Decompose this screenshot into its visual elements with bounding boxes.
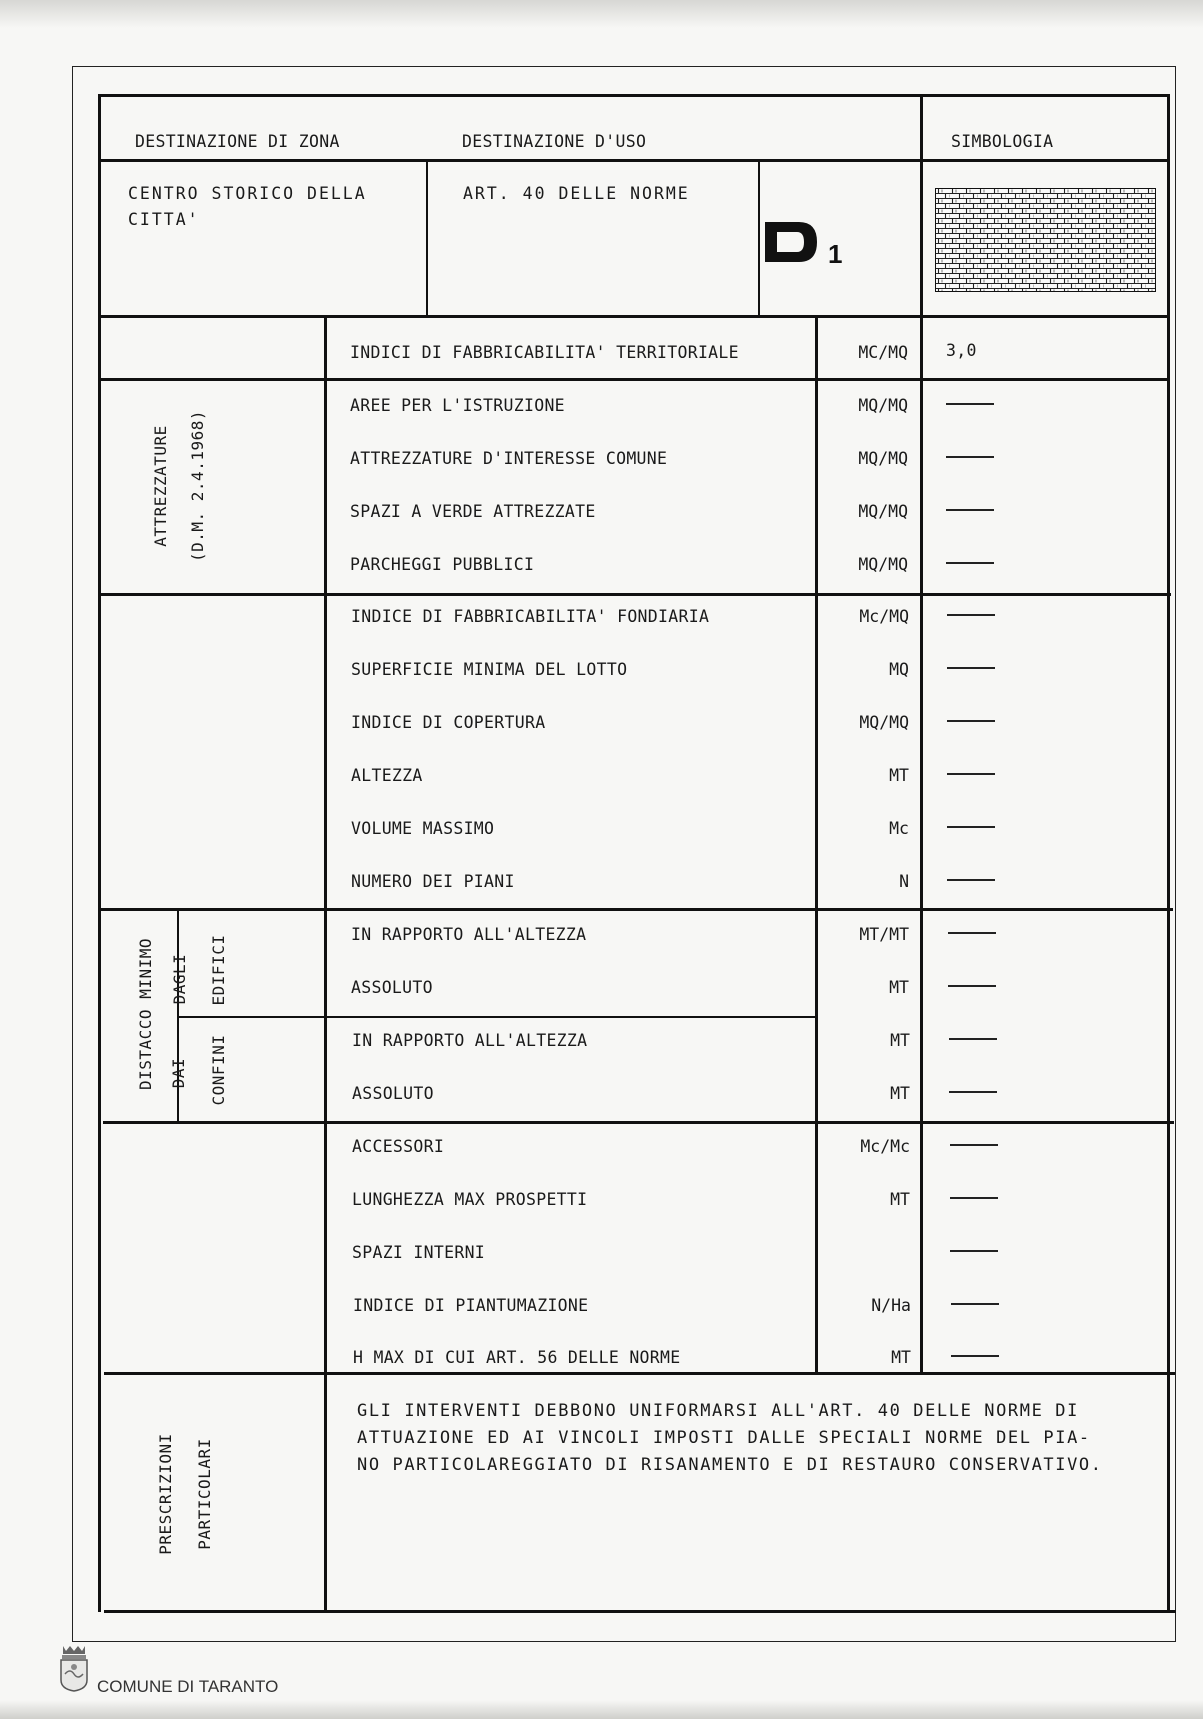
row-value-dash [946,403,994,405]
row-value-dash [947,773,995,775]
row-value-dash [951,1303,999,1305]
row-unit: MQ/MQ [859,713,909,732]
row-unit: Mc/Mc [860,1137,910,1156]
row-unit: MT [890,1084,910,1103]
row-value-dash [951,1355,999,1357]
row-value-dash [950,1250,998,1252]
row-label: ASSOLUTO [352,1084,434,1103]
row-value-dash [946,562,994,564]
table-rule [100,593,1171,596]
row-label: SPAZI INTERNI [352,1243,486,1262]
row-label: INDICE DI FABBRICABILITA' FONDIARIA [351,607,710,626]
table-border-left [98,94,101,1612]
row-value-dash [947,614,995,616]
zone-name-line2: CITTA' [128,210,200,229]
row-unit: MT [890,1031,910,1050]
group-prescrizioni-line2: PARTICOLARI [195,1438,214,1550]
row-value-dash [947,720,995,722]
zone-use: ART. 40 DELLE NORME [463,184,690,203]
row-label: H MAX DI CUI ART. 56 DELLE NORME [353,1348,681,1367]
row-unit: MQ/MQ [858,449,908,468]
row-value-dash [950,1144,998,1146]
row-label: LUNGHEZZA MAX PROSPETTI [352,1190,588,1209]
row-unit: MT [889,978,909,997]
group-attrezzature: ATTREZZATURE [151,425,170,547]
group-confini-line2: CONFINI [209,1034,228,1106]
row-value: 3,0 [946,341,977,360]
row-label: INDICI DI FABBRICABILITA' TERRITORIALE [350,343,739,362]
row-unit: MT/MT [859,925,909,944]
table-col-rule [920,94,923,1373]
row-value-dash [948,932,996,934]
row-label: ATTREZZATURE D'INTERESSE COMUNE [350,449,668,468]
row-label: ALTEZZA [351,766,423,785]
city-coat-of-arms-icon [58,1644,90,1692]
zone-code-letter-d [763,218,847,268]
row-unit: MT [890,1190,910,1209]
row-value-dash [946,456,994,458]
row-label: ACCESSORI [352,1137,445,1156]
row-label: AREE PER L'ISTRUZIONE [350,396,565,415]
row-unit: MQ [889,660,909,679]
row-label: INDICE DI COPERTURA [351,713,546,732]
row-unit: MQ/MQ [858,502,908,521]
table-col-rule [758,159,760,316]
table-border-bottom [104,1610,1176,1613]
row-value-dash [947,826,995,828]
row-value-dash [947,667,995,669]
table-col-rule [815,315,818,1373]
table-rule-thin [178,1016,817,1018]
row-label: NUMERO DEI PIANI [351,872,515,891]
row-label: INDICE DI PIANTUMAZIONE [353,1296,589,1315]
footer [58,1644,90,1694]
row-value-dash [950,1197,998,1199]
group-attrezzature-ref: (D.M. 2.4.1968) [188,410,207,562]
zone-code [763,218,847,268]
row-label: SUPERFICIE MINIMA DEL LOTTO [351,660,628,679]
zone-name-line1: CENTRO STORICO DELLA [128,184,367,203]
row-unit: MT [889,766,909,785]
row-unit: Mc/MQ [859,607,909,626]
header-destinazione-zona: DESTINAZIONE DI ZONA [135,132,340,151]
row-value-dash [948,985,996,987]
row-label: IN RAPPORTO ALL'ALTEZZA [352,1031,588,1050]
table-col-rule [426,159,428,316]
prescrizioni-text: GLI INTERVENTI DEBBONO UNIFORMARSI ALL'ART. 40 DELLE NORME DI ATTUAZIONE ED AI VINCOLI IMPOSTI DALLE SPECIALI NORME DEL PIA- NO PARTICOLAREGGIATO DI RISANAMENTO E DI RESTAURO CONSERVATIVO. [357,1401,1103,1475]
row-label: ASSOLUTO [351,978,433,997]
zone-code-number: 1 [828,239,843,268]
group-distacco-minimo: DISTACCO MINIMO [136,938,155,1090]
table-rule [104,1372,1175,1375]
row-unit: MQ/MQ [858,396,908,415]
header-simbologia: SIMBOLOGIA [951,132,1054,151]
row-unit: MQ/MQ [858,555,908,574]
header-destinazione-uso: DESTINAZIONE D'USO [462,132,647,151]
group-prescrizioni-line1: PRESCRIZIONI [156,1433,175,1555]
footer-comune: COMUNE DI TARANTO [97,1677,279,1696]
row-value-dash [946,509,994,511]
brick-hatch-pattern-icon [935,188,1156,292]
row-unit: N/Ha [871,1296,911,1315]
table-rule [103,1121,1174,1124]
table-rule [101,908,1173,911]
table-rule [98,315,1169,318]
row-label: PARCHEGGI PUBBLICI [350,555,535,574]
table-rule [98,159,1168,162]
row-value-dash [949,1038,997,1040]
group-confini-line1: DAI [169,1057,188,1089]
row-unit: N [899,872,909,891]
group-edifici-line2: EDIFICI [209,934,228,1006]
table-border-right [1167,94,1170,1612]
row-unit: MT [891,1348,911,1367]
row-label: VOLUME MASSIMO [351,819,495,838]
group-edifici-line1: DAGLI [170,953,189,1005]
row-value-dash [949,1091,997,1093]
table-col-rule [324,315,327,1612]
table-rule [99,378,1170,381]
row-label: IN RAPPORTO ALL'ALTEZZA [351,925,587,944]
row-unit: Mc [889,819,909,838]
table-border-top [98,94,1168,97]
row-value-dash [947,879,995,881]
row-label: SPAZI A VERDE ATTREZZATE [350,502,596,521]
row-unit: MC/MQ [858,343,908,362]
